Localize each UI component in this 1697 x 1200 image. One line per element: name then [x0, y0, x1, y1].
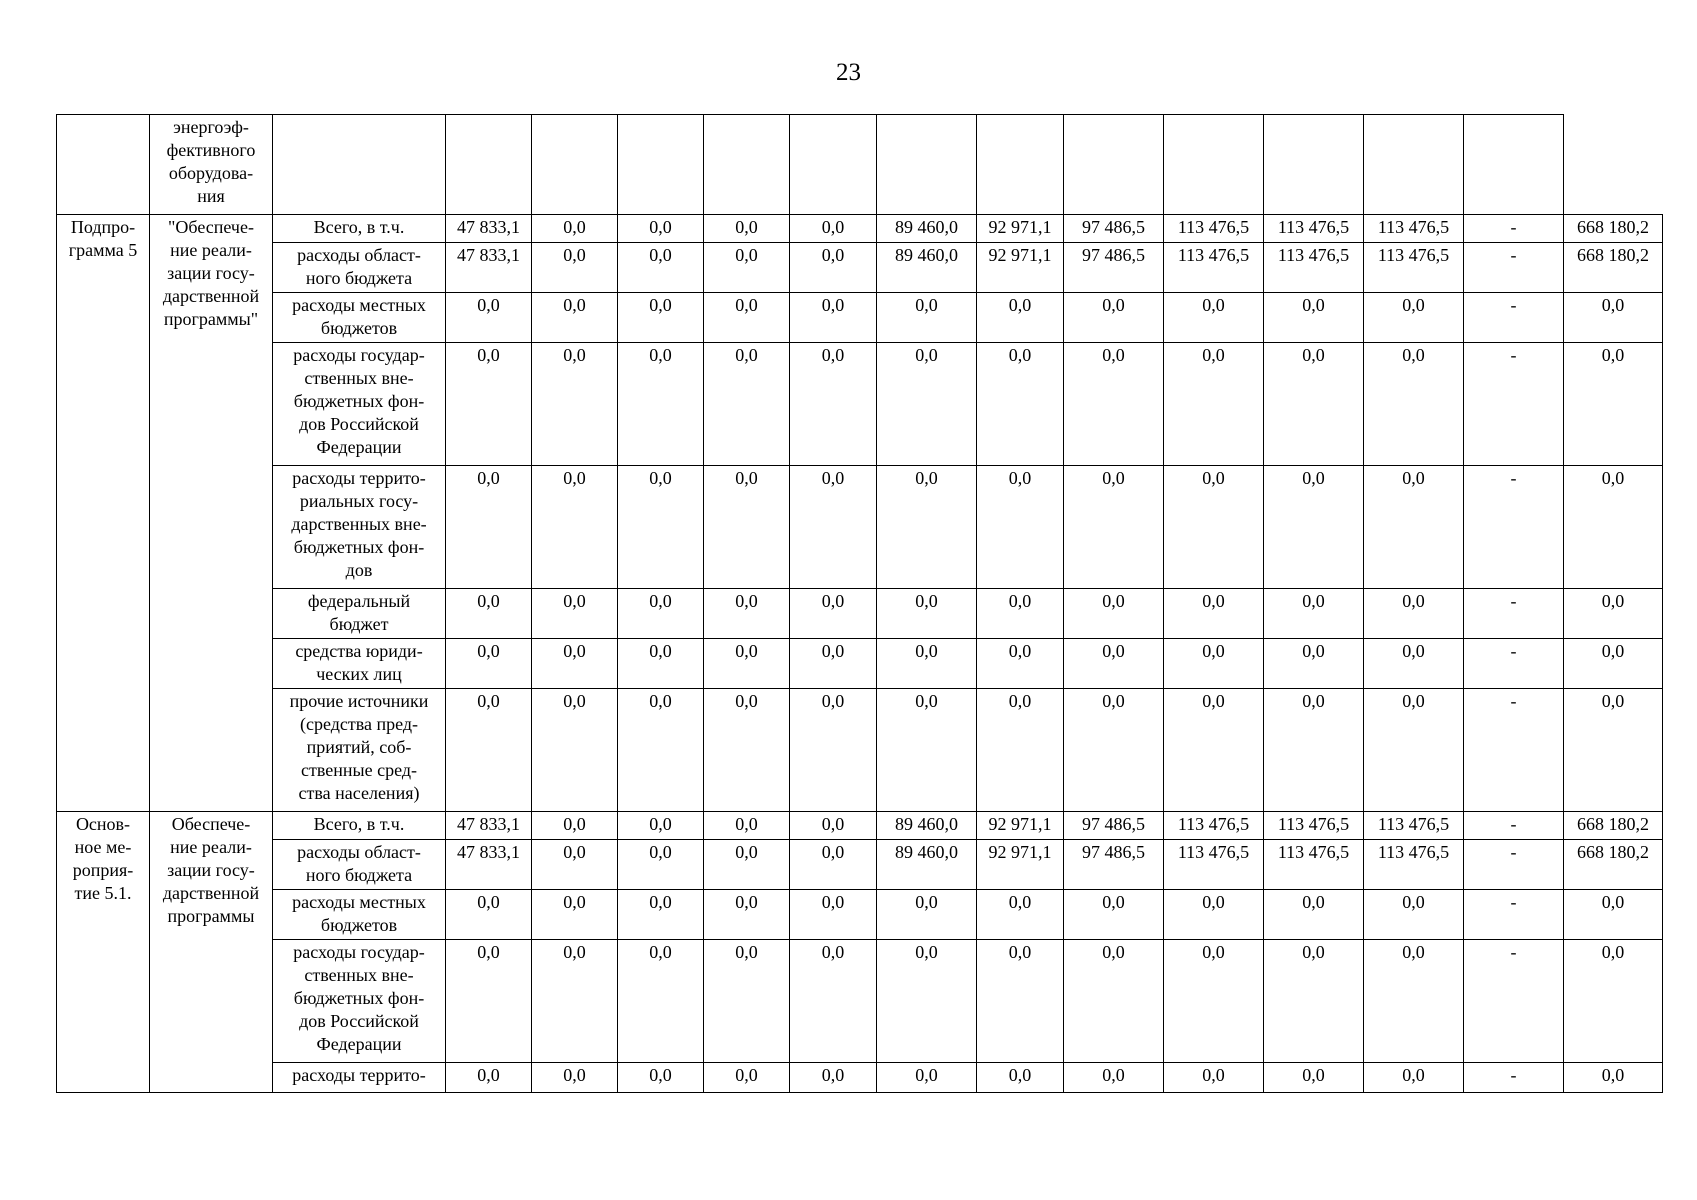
amount-cell: 0,0	[790, 840, 877, 890]
amount-cell: 0,0	[618, 940, 704, 1063]
amount-cell: 0,0	[977, 689, 1064, 812]
group-label: Основ- ное ме- роприя- тие 5.1.	[57, 812, 150, 1093]
amount-cell: 113 476,5	[1364, 215, 1464, 243]
amount-cell: 0,0	[1164, 639, 1264, 689]
amount-cell: 0,0	[1564, 293, 1663, 343]
amount-cell: 0,0	[446, 1063, 532, 1093]
amount-cell: 0,0	[704, 639, 790, 689]
amount-cell: 0,0	[1264, 466, 1364, 589]
amount-cell: 113 476,5	[1164, 243, 1264, 293]
amount-cell: 0,0	[1564, 689, 1663, 812]
amount-cell: 0,0	[532, 639, 618, 689]
amount-cell: 0,0	[1064, 639, 1164, 689]
amount-cell: 0,0	[1264, 940, 1364, 1063]
amount-cell: 0,0	[790, 466, 877, 589]
amount-cell: 0,0	[532, 940, 618, 1063]
amount-cell: 0,0	[1264, 343, 1364, 466]
amount-cell: -	[1464, 293, 1564, 343]
amount-cell: 0,0	[877, 890, 977, 940]
amount-cell: 0,0	[446, 639, 532, 689]
amount-cell: 0,0	[532, 293, 618, 343]
amount-cell: -	[1464, 466, 1564, 589]
amount-cell: 0,0	[704, 343, 790, 466]
amount-cell: 0,0	[446, 890, 532, 940]
amount-cell: 97 486,5	[1064, 243, 1164, 293]
amount-cell: 0,0	[977, 293, 1064, 343]
amount-cell: 0,0	[704, 812, 790, 840]
amount-cell: 113 476,5	[1164, 812, 1264, 840]
amount-cell: 0,0	[977, 639, 1064, 689]
amount-cell: 0,0	[532, 890, 618, 940]
amount-cell: 0,0	[790, 890, 877, 940]
group-name: Обеспече- ние реали- зации госу- дарственной программы	[150, 812, 273, 1093]
amount-cell: 0,0	[1064, 890, 1164, 940]
amount-cell: 0,0	[618, 343, 704, 466]
budget-table	[56, 114, 1663, 1093]
amount-cell: 0,0	[618, 812, 704, 840]
amount-cell: 0,0	[790, 1063, 877, 1093]
amount-cell: 0,0	[618, 243, 704, 293]
amount-cell: 0,0	[704, 293, 790, 343]
amount-cell: 113 476,5	[1264, 812, 1364, 840]
amount-cell: 0,0	[704, 589, 790, 639]
amount-cell: 0,0	[1064, 343, 1164, 466]
amount-cell: 113 476,5	[1364, 812, 1464, 840]
amount-cell: 668 180,2	[1564, 243, 1663, 293]
amount-cell: 0,0	[446, 293, 532, 343]
amount-cell: -	[1464, 1063, 1564, 1093]
funding-source: средства юриди- ческих лиц	[273, 639, 446, 689]
amount-cell: -	[1464, 840, 1564, 890]
funding-source: федеральный бюджет	[273, 589, 446, 639]
funding-source: Всего, в т.ч.	[273, 215, 446, 243]
amount-cell: 0,0	[1564, 466, 1663, 589]
amount-cell: 47 833,1	[446, 215, 532, 243]
amount-cell: -	[1464, 812, 1564, 840]
amount-cell: 0,0	[1564, 639, 1663, 689]
amount-cell: 92 971,1	[977, 215, 1064, 243]
amount-cell: 0,0	[1364, 1063, 1464, 1093]
amount-cell: 0,0	[1364, 689, 1464, 812]
table-row	[57, 343, 1663, 466]
amount-cell: 0,0	[532, 812, 618, 840]
funding-source: расходы област- ного бюджета	[273, 243, 446, 293]
amount-cell: 0,0	[1064, 1063, 1164, 1093]
amount-cell: 0,0	[1264, 639, 1364, 689]
amount-cell: 0,0	[977, 589, 1064, 639]
amount-cell: 0,0	[790, 812, 877, 840]
amount-cell: 113 476,5	[1264, 840, 1364, 890]
amount-cell: 113 476,5	[1164, 840, 1264, 890]
amount-cell: 0,0	[1264, 689, 1364, 812]
amount-cell: 89 460,0	[877, 812, 977, 840]
amount-cell: 0,0	[790, 639, 877, 689]
prev-block-name: энергоэф- фективного оборудова- ния	[150, 115, 273, 215]
table-row	[57, 215, 1663, 243]
amount-cell: 0,0	[1364, 343, 1464, 466]
table-row	[57, 293, 1663, 343]
amount-cell: 47 833,1	[446, 812, 532, 840]
amount-cell: 0,0	[446, 940, 532, 1063]
amount-cell: -	[1464, 890, 1564, 940]
amount-cell: 0,0	[704, 243, 790, 293]
amount-cell: 0,0	[618, 639, 704, 689]
amount-cell: -	[1464, 940, 1564, 1063]
amount-cell: 0,0	[1564, 940, 1663, 1063]
amount-cell: 92 971,1	[977, 243, 1064, 293]
amount-cell: 0,0	[1364, 890, 1464, 940]
amount-cell: 0,0	[618, 293, 704, 343]
funding-source: расходы террито-	[273, 1063, 446, 1093]
amount-cell: 0,0	[532, 589, 618, 639]
amount-cell: 0,0	[877, 940, 977, 1063]
funding-source: расходы государ- ственных вне- бюджетных фон- дов Российской Федерации	[273, 940, 446, 1063]
amount-cell: 0,0	[877, 689, 977, 812]
amount-cell: 0,0	[877, 466, 977, 589]
amount-cell: 0,0	[1364, 466, 1464, 589]
amount-cell: 0,0	[532, 243, 618, 293]
amount-cell: 0,0	[618, 890, 704, 940]
amount-cell: 0,0	[790, 215, 877, 243]
amount-cell: 0,0	[1164, 1063, 1264, 1093]
amount-cell: 0,0	[877, 1063, 977, 1093]
amount-cell: 0,0	[446, 589, 532, 639]
amount-cell: 0,0	[532, 840, 618, 890]
amount-cell: 113 476,5	[1364, 243, 1464, 293]
amount-cell: 0,0	[977, 890, 1064, 940]
amount-cell: 0,0	[1164, 589, 1264, 639]
funding-source: расходы государ- ственных вне- бюджетных фон- дов Российской Федерации	[273, 343, 446, 466]
amount-cell: 0,0	[1564, 589, 1663, 639]
amount-cell: 668 180,2	[1564, 812, 1663, 840]
amount-cell: 113 476,5	[1364, 840, 1464, 890]
amount-cell: 97 486,5	[1064, 215, 1164, 243]
amount-cell: 0,0	[1164, 343, 1264, 466]
amount-cell: -	[1464, 589, 1564, 639]
amount-cell: 0,0	[877, 589, 977, 639]
table-row	[57, 890, 1663, 940]
amount-cell: 0,0	[1164, 890, 1264, 940]
amount-cell: 0,0	[704, 466, 790, 589]
amount-cell: 0,0	[446, 689, 532, 812]
group-name: "Обеспече- ние реали- зации госу- дарственной программы"	[150, 215, 273, 812]
amount-cell: 113 476,5	[1264, 243, 1364, 293]
funding-source: расходы местных бюджетов	[273, 293, 446, 343]
amount-cell: 47 833,1	[446, 243, 532, 293]
amount-cell: 0,0	[790, 243, 877, 293]
amount-cell: 0,0	[532, 466, 618, 589]
amount-cell: 0,0	[1264, 1063, 1364, 1093]
table-row	[57, 115, 1663, 215]
amount-cell: 0,0	[1064, 589, 1164, 639]
amount-cell: 0,0	[532, 689, 618, 812]
funding-source: Всего, в т.ч.	[273, 812, 446, 840]
amount-cell: 0,0	[1064, 940, 1164, 1063]
amount-cell: 0,0	[1064, 466, 1164, 589]
page-number: 23	[836, 59, 861, 86]
amount-cell: 97 486,5	[1064, 840, 1164, 890]
amount-cell: 0,0	[1264, 589, 1364, 639]
amount-cell: 97 486,5	[1064, 812, 1164, 840]
group-label: Подпро- грамма 5	[57, 215, 150, 812]
amount-cell: 0,0	[704, 840, 790, 890]
amount-cell: 0,0	[618, 589, 704, 639]
amount-cell: 0,0	[877, 639, 977, 689]
amount-cell: 0,0	[446, 343, 532, 466]
amount-cell: 0,0	[704, 215, 790, 243]
amount-cell: 0,0	[704, 689, 790, 812]
amount-cell: 668 180,2	[1564, 215, 1663, 243]
amount-cell: 0,0	[1264, 293, 1364, 343]
amount-cell: 0,0	[1364, 293, 1464, 343]
amount-cell: 0,0	[1364, 589, 1464, 639]
amount-cell: -	[1464, 243, 1564, 293]
amount-cell: 92 971,1	[977, 812, 1064, 840]
amount-cell: 0,0	[977, 1063, 1064, 1093]
amount-cell: 0,0	[1564, 343, 1663, 466]
amount-cell: 0,0	[877, 343, 977, 466]
amount-cell: 89 460,0	[877, 243, 977, 293]
amount-cell: -	[1464, 215, 1564, 243]
amount-cell: 0,0	[532, 1063, 618, 1093]
table-row	[57, 812, 1663, 840]
amount-cell: 113 476,5	[1164, 215, 1264, 243]
amount-cell: 0,0	[532, 343, 618, 466]
table-row	[57, 940, 1663, 1063]
amount-cell: 0,0	[977, 940, 1064, 1063]
amount-cell: 0,0	[618, 840, 704, 890]
table-row	[57, 1063, 1663, 1093]
amount-cell: 0,0	[704, 890, 790, 940]
amount-cell: 0,0	[704, 940, 790, 1063]
amount-cell: 0,0	[977, 343, 1064, 466]
amount-cell: 92 971,1	[977, 840, 1064, 890]
amount-cell: 0,0	[1064, 293, 1164, 343]
amount-cell: 0,0	[1164, 940, 1264, 1063]
amount-cell: 0,0	[790, 689, 877, 812]
amount-cell: 0,0	[790, 343, 877, 466]
amount-cell: 0,0	[618, 466, 704, 589]
amount-cell: 0,0	[1164, 689, 1264, 812]
amount-cell: 0,0	[977, 466, 1064, 589]
prev-group-label-cell	[57, 115, 150, 215]
amount-cell: 0,0	[1564, 890, 1663, 940]
amount-cell: 668 180,2	[1564, 840, 1663, 890]
amount-cell: 89 460,0	[877, 215, 977, 243]
table-row	[57, 466, 1663, 589]
amount-cell: 0,0	[790, 940, 877, 1063]
amount-cell: -	[1464, 689, 1564, 812]
amount-cell: -	[1464, 343, 1564, 466]
amount-cell: 0,0	[1164, 466, 1264, 589]
funding-source: расходы местных бюджетов	[273, 890, 446, 940]
funding-source: расходы террито- риальных госу- дарственных вне- бюджетных фон- дов	[273, 466, 446, 589]
prev-source-cell	[273, 115, 446, 215]
amount-cell: 0,0	[877, 293, 977, 343]
amount-cell: 0,0	[790, 293, 877, 343]
funding-source: прочие источники (средства пред- приятий, соб- ственные сред- ства населения)	[273, 689, 446, 812]
table-row	[57, 639, 1663, 689]
amount-cell: 0,0	[618, 689, 704, 812]
amount-cell: 0,0	[1364, 940, 1464, 1063]
amount-cell: 0,0	[1264, 890, 1364, 940]
amount-cell: 0,0	[618, 215, 704, 243]
table-row	[57, 243, 1663, 293]
table-row	[57, 840, 1663, 890]
amount-cell: 0,0	[618, 1063, 704, 1093]
amount-cell: 0,0	[790, 589, 877, 639]
amount-cell: 0,0	[1364, 639, 1464, 689]
amount-cell: 0,0	[446, 466, 532, 589]
amount-cell: 0,0	[704, 1063, 790, 1093]
amount-cell: 89 460,0	[877, 840, 977, 890]
funding-source: расходы област- ного бюджета	[273, 840, 446, 890]
amount-cell: 0,0	[532, 215, 618, 243]
amount-cell: 47 833,1	[446, 840, 532, 890]
amount-cell: 0,0	[1064, 689, 1164, 812]
table-row	[57, 589, 1663, 639]
amount-cell: 0,0	[1564, 1063, 1663, 1093]
amount-cell: 113 476,5	[1264, 215, 1364, 243]
table-row	[57, 689, 1663, 812]
amount-cell: 0,0	[1164, 293, 1264, 343]
amount-cell: -	[1464, 639, 1564, 689]
